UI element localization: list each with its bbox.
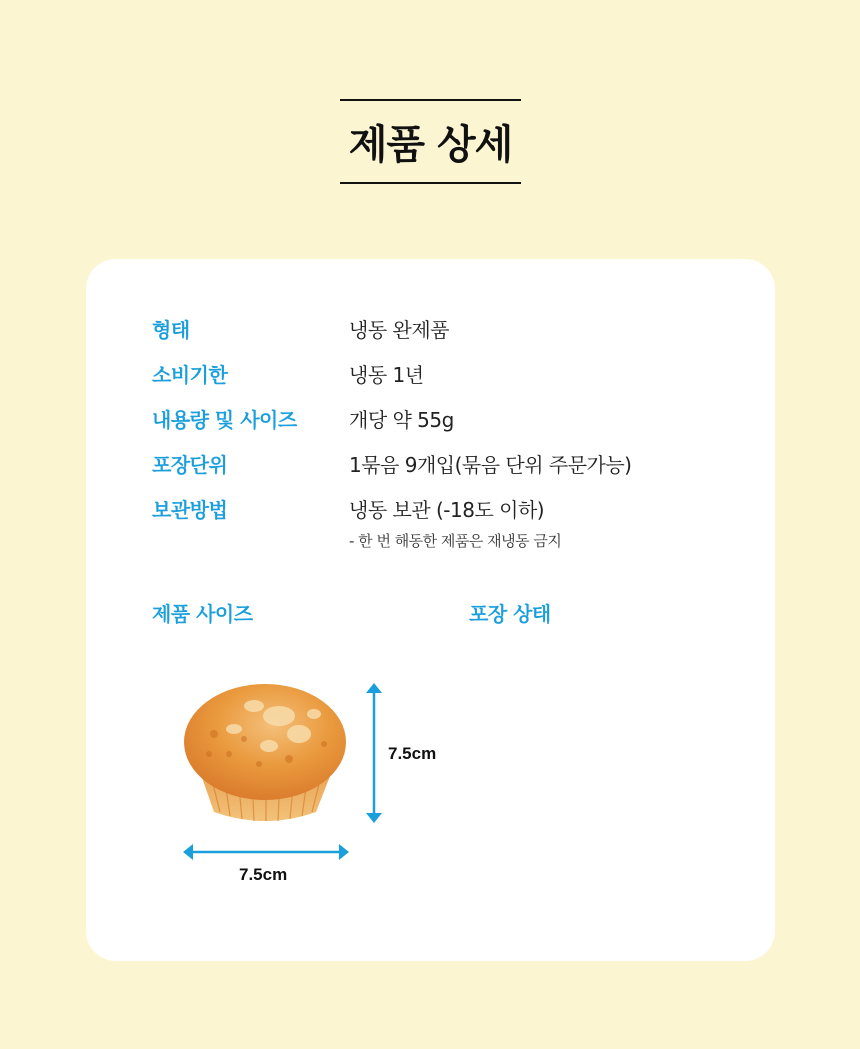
storage-note: - 한 번 해동한 제품은 재냉동 금지 <box>349 532 562 550</box>
section-title-product-size: 제품 사이즈 <box>152 602 253 626</box>
height-label: 7.5cm <box>388 744 437 763</box>
spec-label: 소비기한 <box>152 363 228 387</box>
spec-row-form <box>152 314 712 343</box>
spec-value: 1묶음 9개입(묶음 단위 주문가능) <box>349 453 632 477</box>
page-title: 제품 상세 <box>348 122 513 168</box>
spec-value: 냉동 완제품 <box>349 318 449 342</box>
muffin-image <box>184 684 347 827</box>
width-arrow-icon <box>183 842 349 862</box>
spec-value: 냉동 보관 (-18도 이하) <box>349 498 545 522</box>
spec-row-expiry <box>152 359 712 388</box>
section-title-packaging: 포장 상태 <box>469 602 551 626</box>
spec-label: 보관방법 <box>152 498 228 522</box>
product-detail-card <box>86 259 775 961</box>
spec-value: 냉동 1년 <box>349 363 424 387</box>
spec-row-packaging-unit <box>152 449 712 478</box>
spec-row-content-size <box>152 404 712 433</box>
spec-value: 개당 약 55g <box>349 408 454 432</box>
spec-row-storage <box>152 494 712 523</box>
spec-label: 포장단위 <box>152 453 228 477</box>
width-label: 7.5cm <box>239 865 288 884</box>
spec-label: 형태 <box>152 318 190 342</box>
page-header <box>340 99 521 184</box>
height-arrow-icon <box>364 683 384 823</box>
spec-label: 내용량 및 사이즈 <box>152 408 297 432</box>
